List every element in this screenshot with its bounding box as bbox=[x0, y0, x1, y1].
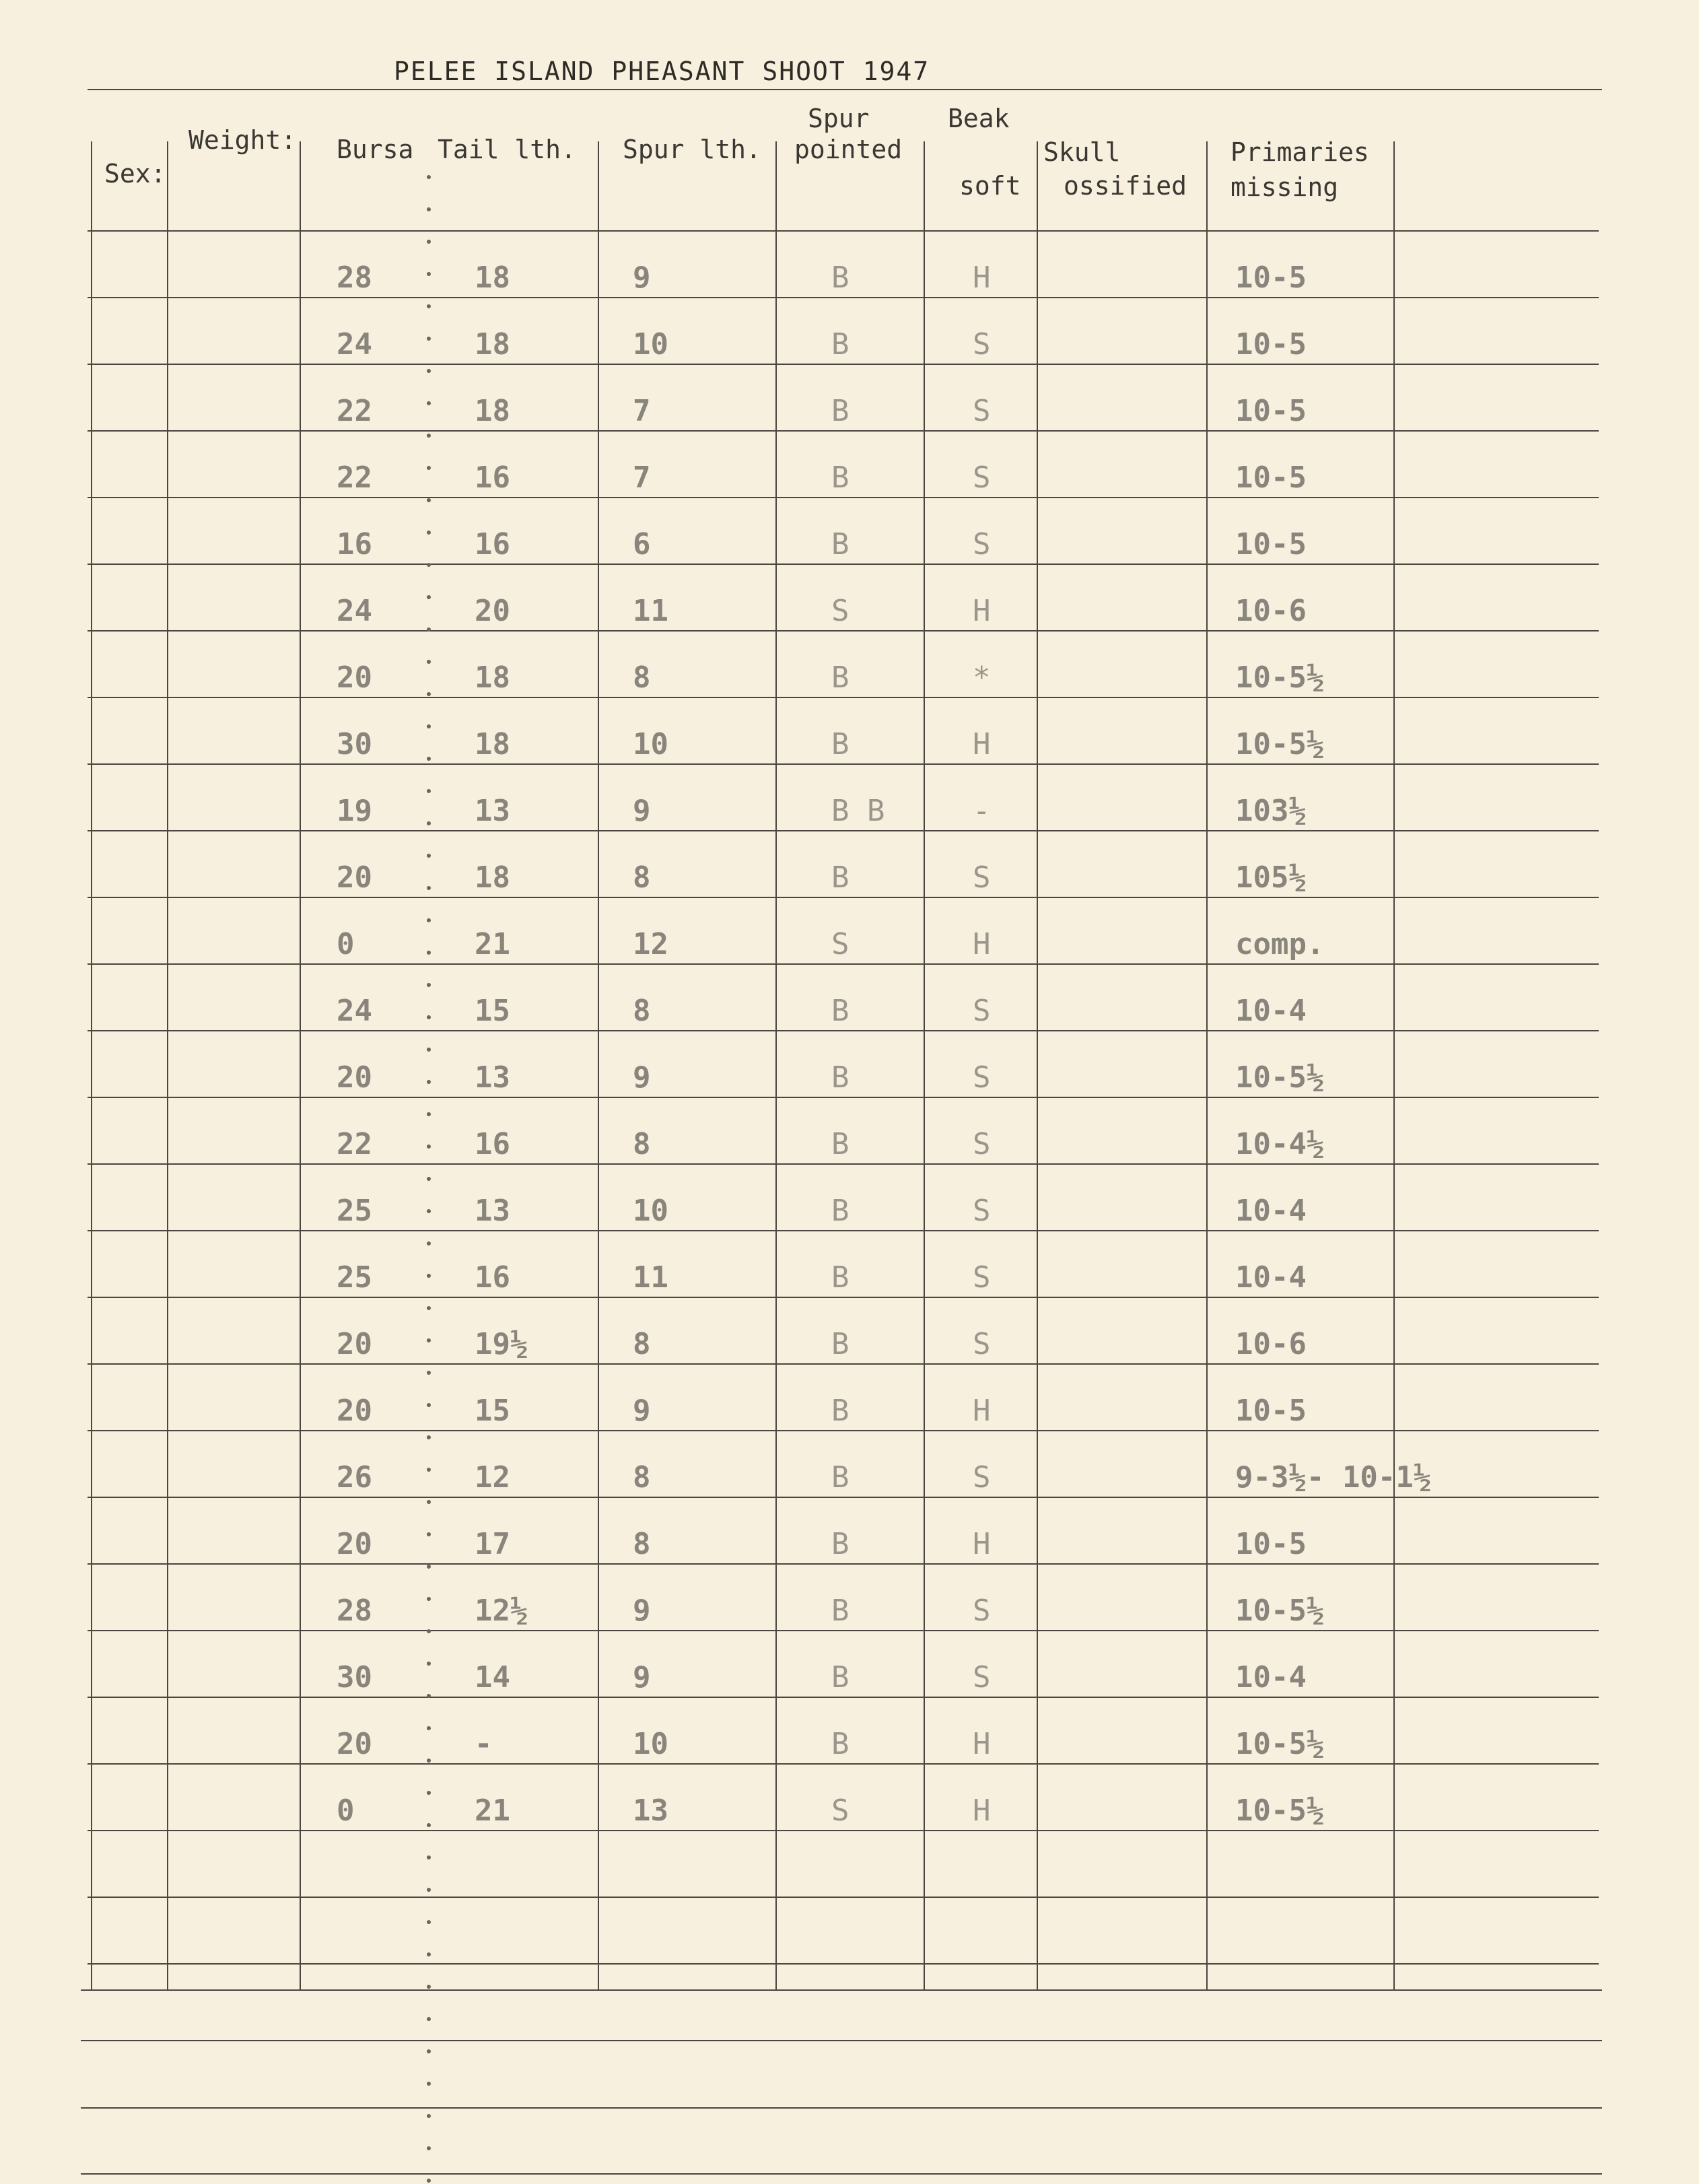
dot-separator bbox=[427, 627, 431, 632]
tail-cell: 16 bbox=[475, 460, 510, 495]
row-rule bbox=[88, 297, 1599, 298]
spur-cell: 11 bbox=[633, 594, 668, 628]
dot-separator bbox=[427, 466, 431, 470]
row-rule bbox=[88, 1697, 1599, 1698]
lower-rule bbox=[81, 2173, 1602, 2175]
row-rule bbox=[88, 897, 1599, 898]
dot-separator bbox=[427, 272, 431, 276]
spur-cell: 13 bbox=[633, 1794, 668, 1828]
bursa-cell: 25 bbox=[337, 1194, 372, 1228]
tail-cell: 12 bbox=[475, 1460, 510, 1495]
spur-cell: 8 bbox=[633, 860, 651, 895]
spur-cell: 10 bbox=[633, 327, 668, 362]
col-line-pointed bbox=[924, 141, 925, 1990]
tail-cell: 13 bbox=[475, 1194, 510, 1228]
dot-separator bbox=[427, 1112, 431, 1116]
primaries-cell: 9-3½- 10-1½ bbox=[1235, 1460, 1432, 1495]
dot-separator bbox=[427, 207, 431, 211]
spur-pointed-cell: B bbox=[831, 327, 850, 362]
spur-pointed-cell: B bbox=[831, 460, 850, 495]
tail-cell: 16 bbox=[475, 1260, 510, 1295]
dot-separator bbox=[427, 724, 431, 728]
primaries-cell: 10-5½ bbox=[1235, 1594, 1325, 1628]
spur-cell: 8 bbox=[633, 1527, 651, 1561]
beak-cell: S bbox=[973, 1660, 991, 1695]
col-line-sex bbox=[91, 141, 92, 1990]
dot-separator bbox=[427, 2179, 431, 2183]
spur-cell: 7 bbox=[633, 460, 651, 495]
tail-cell: 20 bbox=[475, 594, 510, 628]
dot-separator bbox=[427, 1145, 431, 1149]
row-rule bbox=[88, 1763, 1599, 1765]
dot-separator bbox=[427, 918, 431, 922]
col-line-weight bbox=[167, 141, 168, 1990]
dot-separator bbox=[427, 1694, 431, 1698]
bursa-cell: 20 bbox=[337, 1394, 372, 1428]
spur-cell: 8 bbox=[633, 1460, 651, 1495]
bursa-cell: 22 bbox=[337, 460, 372, 495]
spur-cell: 9 bbox=[633, 261, 651, 295]
dot-separator bbox=[427, 498, 431, 502]
dot-separator bbox=[427, 2082, 431, 2086]
spur-pointed-cell: B bbox=[831, 994, 850, 1028]
spur-pointed-cell: S bbox=[831, 1794, 850, 1828]
spur-pointed-cell: S bbox=[831, 927, 850, 961]
dot-separator bbox=[427, 1759, 431, 1763]
dot-separator bbox=[427, 1791, 431, 1795]
dot-separator bbox=[427, 1920, 431, 1924]
dot-separator bbox=[427, 1468, 431, 1472]
dot-separator bbox=[427, 1532, 431, 1536]
row-rule bbox=[88, 1630, 1599, 1631]
bursa-cell: 20 bbox=[337, 1060, 372, 1095]
top-rule bbox=[88, 89, 1602, 90]
bursa-cell: 25 bbox=[337, 1260, 372, 1295]
header-spur-pointed-1: Spur bbox=[808, 104, 870, 133]
dot-separator bbox=[427, 175, 431, 179]
row-rule bbox=[88, 630, 1599, 632]
spur-cell: 8 bbox=[633, 994, 651, 1028]
row-rule bbox=[88, 364, 1599, 365]
beak-cell: S bbox=[973, 327, 991, 362]
spur-cell: 11 bbox=[633, 1260, 668, 1295]
beak-cell: S bbox=[973, 1194, 991, 1228]
row-rule bbox=[88, 1897, 1599, 1898]
dot-separator bbox=[427, 240, 431, 244]
primaries-cell: 10-6 bbox=[1235, 1327, 1307, 1361]
tail-cell: 16 bbox=[475, 527, 510, 561]
tail-cell: 16 bbox=[475, 1127, 510, 1161]
primaries-cell: 103½ bbox=[1235, 794, 1307, 828]
row-rule bbox=[88, 1363, 1599, 1365]
primaries-cell: 10-4 bbox=[1235, 1194, 1307, 1228]
dot-separator bbox=[427, 1435, 431, 1439]
dot-separator bbox=[427, 1306, 431, 1310]
spur-pointed-cell: B bbox=[831, 1727, 850, 1761]
primaries-cell: 10-4 bbox=[1235, 1660, 1307, 1695]
beak-cell: H bbox=[973, 594, 991, 628]
spur-pointed-cell: B bbox=[831, 1394, 850, 1428]
beak-cell: H bbox=[973, 261, 991, 295]
bursa-cell: 24 bbox=[337, 327, 372, 362]
dot-separator bbox=[427, 369, 431, 373]
bursa-cell: 22 bbox=[337, 394, 372, 428]
tail-cell: 15 bbox=[475, 994, 510, 1028]
dot-separator bbox=[427, 1338, 431, 1342]
row-rule bbox=[88, 1230, 1599, 1231]
spur-pointed-cell: B bbox=[831, 1260, 850, 1295]
dot-separator bbox=[427, 531, 431, 535]
dot-separator bbox=[427, 2146, 431, 2150]
header-beak-2: soft bbox=[959, 171, 1021, 201]
spur-pointed-cell: B bbox=[831, 1327, 850, 1361]
tail-cell: 13 bbox=[475, 794, 510, 828]
tail-cell: 18 bbox=[475, 261, 510, 295]
primaries-cell: 10-5½ bbox=[1235, 1794, 1325, 1828]
beak-cell: S bbox=[973, 1594, 991, 1628]
spur-pointed-cell: B bbox=[831, 1194, 850, 1228]
beak-cell: S bbox=[973, 527, 991, 561]
dot-separator bbox=[427, 2114, 431, 2118]
primaries-cell: 10-5 bbox=[1235, 527, 1307, 561]
bursa-cell: 19 bbox=[337, 794, 372, 828]
dot-separator bbox=[427, 1855, 431, 1859]
spur-cell: 6 bbox=[633, 527, 651, 561]
primaries-cell: 10-5 bbox=[1235, 1394, 1307, 1428]
tail-cell: 18 bbox=[475, 860, 510, 895]
spur-pointed-cell: B bbox=[831, 1594, 850, 1628]
row-rule bbox=[88, 963, 1599, 965]
primaries-cell: 10-5 bbox=[1235, 460, 1307, 495]
tail-cell: 17 bbox=[475, 1527, 510, 1561]
dot-separator bbox=[427, 692, 431, 696]
primaries-cell: 10-4 bbox=[1235, 1260, 1307, 1295]
dot-separator bbox=[427, 1565, 431, 1569]
dot-separator bbox=[427, 1403, 431, 1407]
primaries-cell: 105½ bbox=[1235, 860, 1307, 895]
dot-separator bbox=[427, 789, 431, 793]
spur-cell: 10 bbox=[633, 1194, 668, 1228]
tail-cell: 13 bbox=[475, 1060, 510, 1095]
header-primaries-2: missing bbox=[1230, 172, 1339, 202]
row-rule bbox=[88, 230, 1599, 232]
beak-cell: S bbox=[973, 860, 991, 895]
header-beak-1: Beak bbox=[948, 104, 1010, 133]
dot-separator bbox=[427, 304, 431, 308]
primaries-cell: 10-5 bbox=[1235, 1527, 1307, 1561]
spur-cell: 7 bbox=[633, 394, 651, 428]
dot-separator bbox=[427, 1048, 431, 1052]
bursa-cell: 20 bbox=[337, 1727, 372, 1761]
lower-rule bbox=[81, 1989, 1602, 1991]
spur-cell: 9 bbox=[633, 1594, 651, 1628]
dot-separator bbox=[427, 757, 431, 761]
tail-cell: 18 bbox=[475, 327, 510, 362]
row-rule bbox=[88, 1163, 1599, 1165]
beak-cell: * bbox=[973, 660, 991, 695]
dot-separator bbox=[427, 1985, 431, 1989]
beak-cell: S bbox=[973, 1460, 991, 1495]
primaries-cell: 10-5 bbox=[1235, 327, 1307, 362]
col-line-primaries bbox=[1393, 141, 1395, 1990]
dot-separator bbox=[427, 1371, 431, 1375]
spur-cell: 9 bbox=[633, 1660, 651, 1695]
dot-separator bbox=[427, 1888, 431, 1892]
row-rule bbox=[88, 1430, 1599, 1431]
tail-cell: 21 bbox=[475, 927, 510, 961]
row-rule bbox=[88, 1097, 1599, 1098]
bursa-cell: 30 bbox=[337, 727, 372, 761]
bursa-cell: 20 bbox=[337, 1327, 372, 1361]
dot-separator bbox=[427, 1662, 431, 1666]
bursa-cell: 30 bbox=[337, 1660, 372, 1695]
primaries-cell: 10-5 bbox=[1235, 261, 1307, 295]
dot-separator bbox=[427, 2017, 431, 2021]
spur-pointed-cell: B bbox=[831, 261, 850, 295]
bursa-cell: 0 bbox=[337, 927, 355, 961]
header-sex: Sex: bbox=[104, 159, 166, 189]
spur-cell: 9 bbox=[633, 1394, 651, 1428]
dot-separator bbox=[427, 563, 431, 567]
tail-cell: 19½ bbox=[475, 1327, 528, 1361]
row-rule bbox=[88, 1830, 1599, 1831]
header-bursa: Bursa bbox=[337, 135, 414, 164]
dot-separator bbox=[427, 1823, 431, 1827]
beak-cell: S bbox=[973, 1260, 991, 1295]
tail-cell: - bbox=[475, 1727, 493, 1761]
beak-cell: S bbox=[973, 1127, 991, 1161]
col-line-skull bbox=[1206, 141, 1208, 1990]
spur-cell: 8 bbox=[633, 1327, 651, 1361]
dot-separator bbox=[427, 595, 431, 599]
header-tail: Tail lth. bbox=[438, 135, 576, 164]
beak-cell: H bbox=[973, 1794, 991, 1828]
spur-pointed-cell: B bbox=[831, 1060, 850, 1095]
header-spur-pointed-2: pointed bbox=[794, 135, 903, 164]
lower-rule bbox=[81, 2040, 1602, 2041]
bursa-cell: 28 bbox=[337, 261, 372, 295]
spur-pointed-cell: B bbox=[831, 727, 850, 761]
dot-separator bbox=[427, 660, 431, 664]
spur-cell: 8 bbox=[633, 1127, 651, 1161]
row-rule bbox=[88, 830, 1599, 831]
row-rule bbox=[88, 697, 1599, 698]
dot-separator bbox=[427, 401, 431, 405]
dot-separator bbox=[427, 1241, 431, 1245]
bursa-cell: 16 bbox=[337, 527, 372, 561]
bursa-cell: 26 bbox=[337, 1460, 372, 1495]
spur-pointed-cell: B bbox=[831, 860, 850, 895]
row-rule bbox=[88, 1497, 1599, 1498]
dot-separator bbox=[427, 434, 431, 438]
dot-separator bbox=[427, 1500, 431, 1504]
dot-separator bbox=[427, 1597, 431, 1601]
spur-cell: 10 bbox=[633, 1727, 668, 1761]
beak-cell: H bbox=[973, 1727, 991, 1761]
row-rule bbox=[88, 497, 1599, 498]
col-line-bursa bbox=[300, 141, 301, 1990]
bursa-cell: 22 bbox=[337, 1127, 372, 1161]
dot-separator bbox=[427, 1952, 431, 1956]
dot-separator bbox=[427, 1080, 431, 1084]
col-line-beak bbox=[1037, 141, 1038, 1990]
row-rule bbox=[88, 564, 1599, 565]
dot-separator bbox=[427, 951, 431, 955]
beak-cell: S bbox=[973, 1060, 991, 1095]
spur-pointed-cell: B bbox=[831, 394, 850, 428]
header-skull-1: Skull bbox=[1043, 137, 1121, 167]
beak-cell: S bbox=[973, 394, 991, 428]
spur-pointed-cell: B bbox=[831, 660, 850, 695]
header-weight: Weight: bbox=[188, 125, 297, 155]
spur-cell: 12 bbox=[633, 927, 668, 961]
dot-separator bbox=[427, 886, 431, 890]
primaries-cell: comp. bbox=[1235, 927, 1325, 961]
primaries-cell: 10-5½ bbox=[1235, 660, 1325, 695]
beak-cell: - bbox=[973, 794, 991, 828]
spur-cell: 9 bbox=[633, 794, 651, 828]
dot-separator bbox=[427, 983, 431, 987]
tail-cell: 21 bbox=[475, 1794, 510, 1828]
row-rule bbox=[88, 1963, 1599, 1965]
beak-cell: H bbox=[973, 727, 991, 761]
spur-pointed-cell: B bbox=[831, 1527, 850, 1561]
spur-pointed-cell: B bbox=[831, 527, 850, 561]
lower-rule bbox=[81, 2107, 1602, 2109]
primaries-cell: 10-5½ bbox=[1235, 1727, 1325, 1761]
spur-pointed-cell: B bbox=[831, 1660, 850, 1695]
primaries-cell: 10-5½ bbox=[1235, 727, 1325, 761]
tail-cell: 18 bbox=[475, 660, 510, 695]
tail-cell: 14 bbox=[475, 1660, 510, 1695]
primaries-cell: 10-4½ bbox=[1235, 1127, 1325, 1161]
tail-cell: 18 bbox=[475, 394, 510, 428]
bursa-cell: 20 bbox=[337, 660, 372, 695]
tail-cell: 18 bbox=[475, 727, 510, 761]
header-primaries-1: Primaries bbox=[1230, 137, 1369, 167]
beak-cell: S bbox=[973, 460, 991, 495]
row-rule bbox=[88, 430, 1599, 432]
dot-separator bbox=[427, 1209, 431, 1213]
dot-separator bbox=[427, 1274, 431, 1278]
beak-cell: H bbox=[973, 927, 991, 961]
dot-separator bbox=[427, 2049, 431, 2053]
row-rule bbox=[88, 1563, 1599, 1565]
beak-cell: S bbox=[973, 994, 991, 1028]
primaries-cell: 10-5 bbox=[1235, 394, 1307, 428]
bursa-cell: 0 bbox=[337, 1794, 355, 1828]
dot-separator bbox=[427, 1629, 431, 1633]
col-line-spur bbox=[775, 141, 777, 1990]
beak-cell: H bbox=[973, 1394, 991, 1428]
bursa-cell: 20 bbox=[337, 860, 372, 895]
beak-cell: S bbox=[973, 1327, 991, 1361]
beak-cell: H bbox=[973, 1527, 991, 1561]
bursa-cell: 24 bbox=[337, 594, 372, 628]
tail-cell: 15 bbox=[475, 1394, 510, 1428]
dot-separator bbox=[427, 854, 431, 858]
primaries-cell: 10-4 bbox=[1235, 994, 1307, 1028]
row-rule bbox=[88, 1297, 1599, 1298]
sheet-title: PELEE ISLAND PHEASANT SHOOT 1947 bbox=[394, 57, 930, 86]
row-rule bbox=[88, 763, 1599, 765]
bursa-cell: 24 bbox=[337, 994, 372, 1028]
dot-separator bbox=[427, 1177, 431, 1181]
header-spur: Spur lth. bbox=[623, 135, 761, 164]
spur-pointed-cell: B B bbox=[831, 794, 885, 828]
spur-cell: 8 bbox=[633, 660, 651, 695]
primaries-cell: 10-6 bbox=[1235, 594, 1307, 628]
spur-cell: 10 bbox=[633, 727, 668, 761]
dot-separator bbox=[427, 821, 431, 825]
dot-separator bbox=[427, 1726, 431, 1730]
bursa-cell: 28 bbox=[337, 1594, 372, 1628]
header-skull-2: ossified bbox=[1064, 171, 1187, 201]
col-line-tail bbox=[598, 141, 599, 1990]
spur-cell: 9 bbox=[633, 1060, 651, 1095]
primaries-cell: 10-5½ bbox=[1235, 1060, 1325, 1095]
spur-pointed-cell: B bbox=[831, 1127, 850, 1161]
tail-cell: 12½ bbox=[475, 1594, 528, 1628]
row-rule bbox=[88, 1030, 1599, 1031]
dot-separator bbox=[427, 337, 431, 341]
spur-pointed-cell: S bbox=[831, 594, 850, 628]
bursa-cell: 20 bbox=[337, 1527, 372, 1561]
dot-separator bbox=[427, 1015, 431, 1019]
spur-pointed-cell: B bbox=[831, 1460, 850, 1495]
